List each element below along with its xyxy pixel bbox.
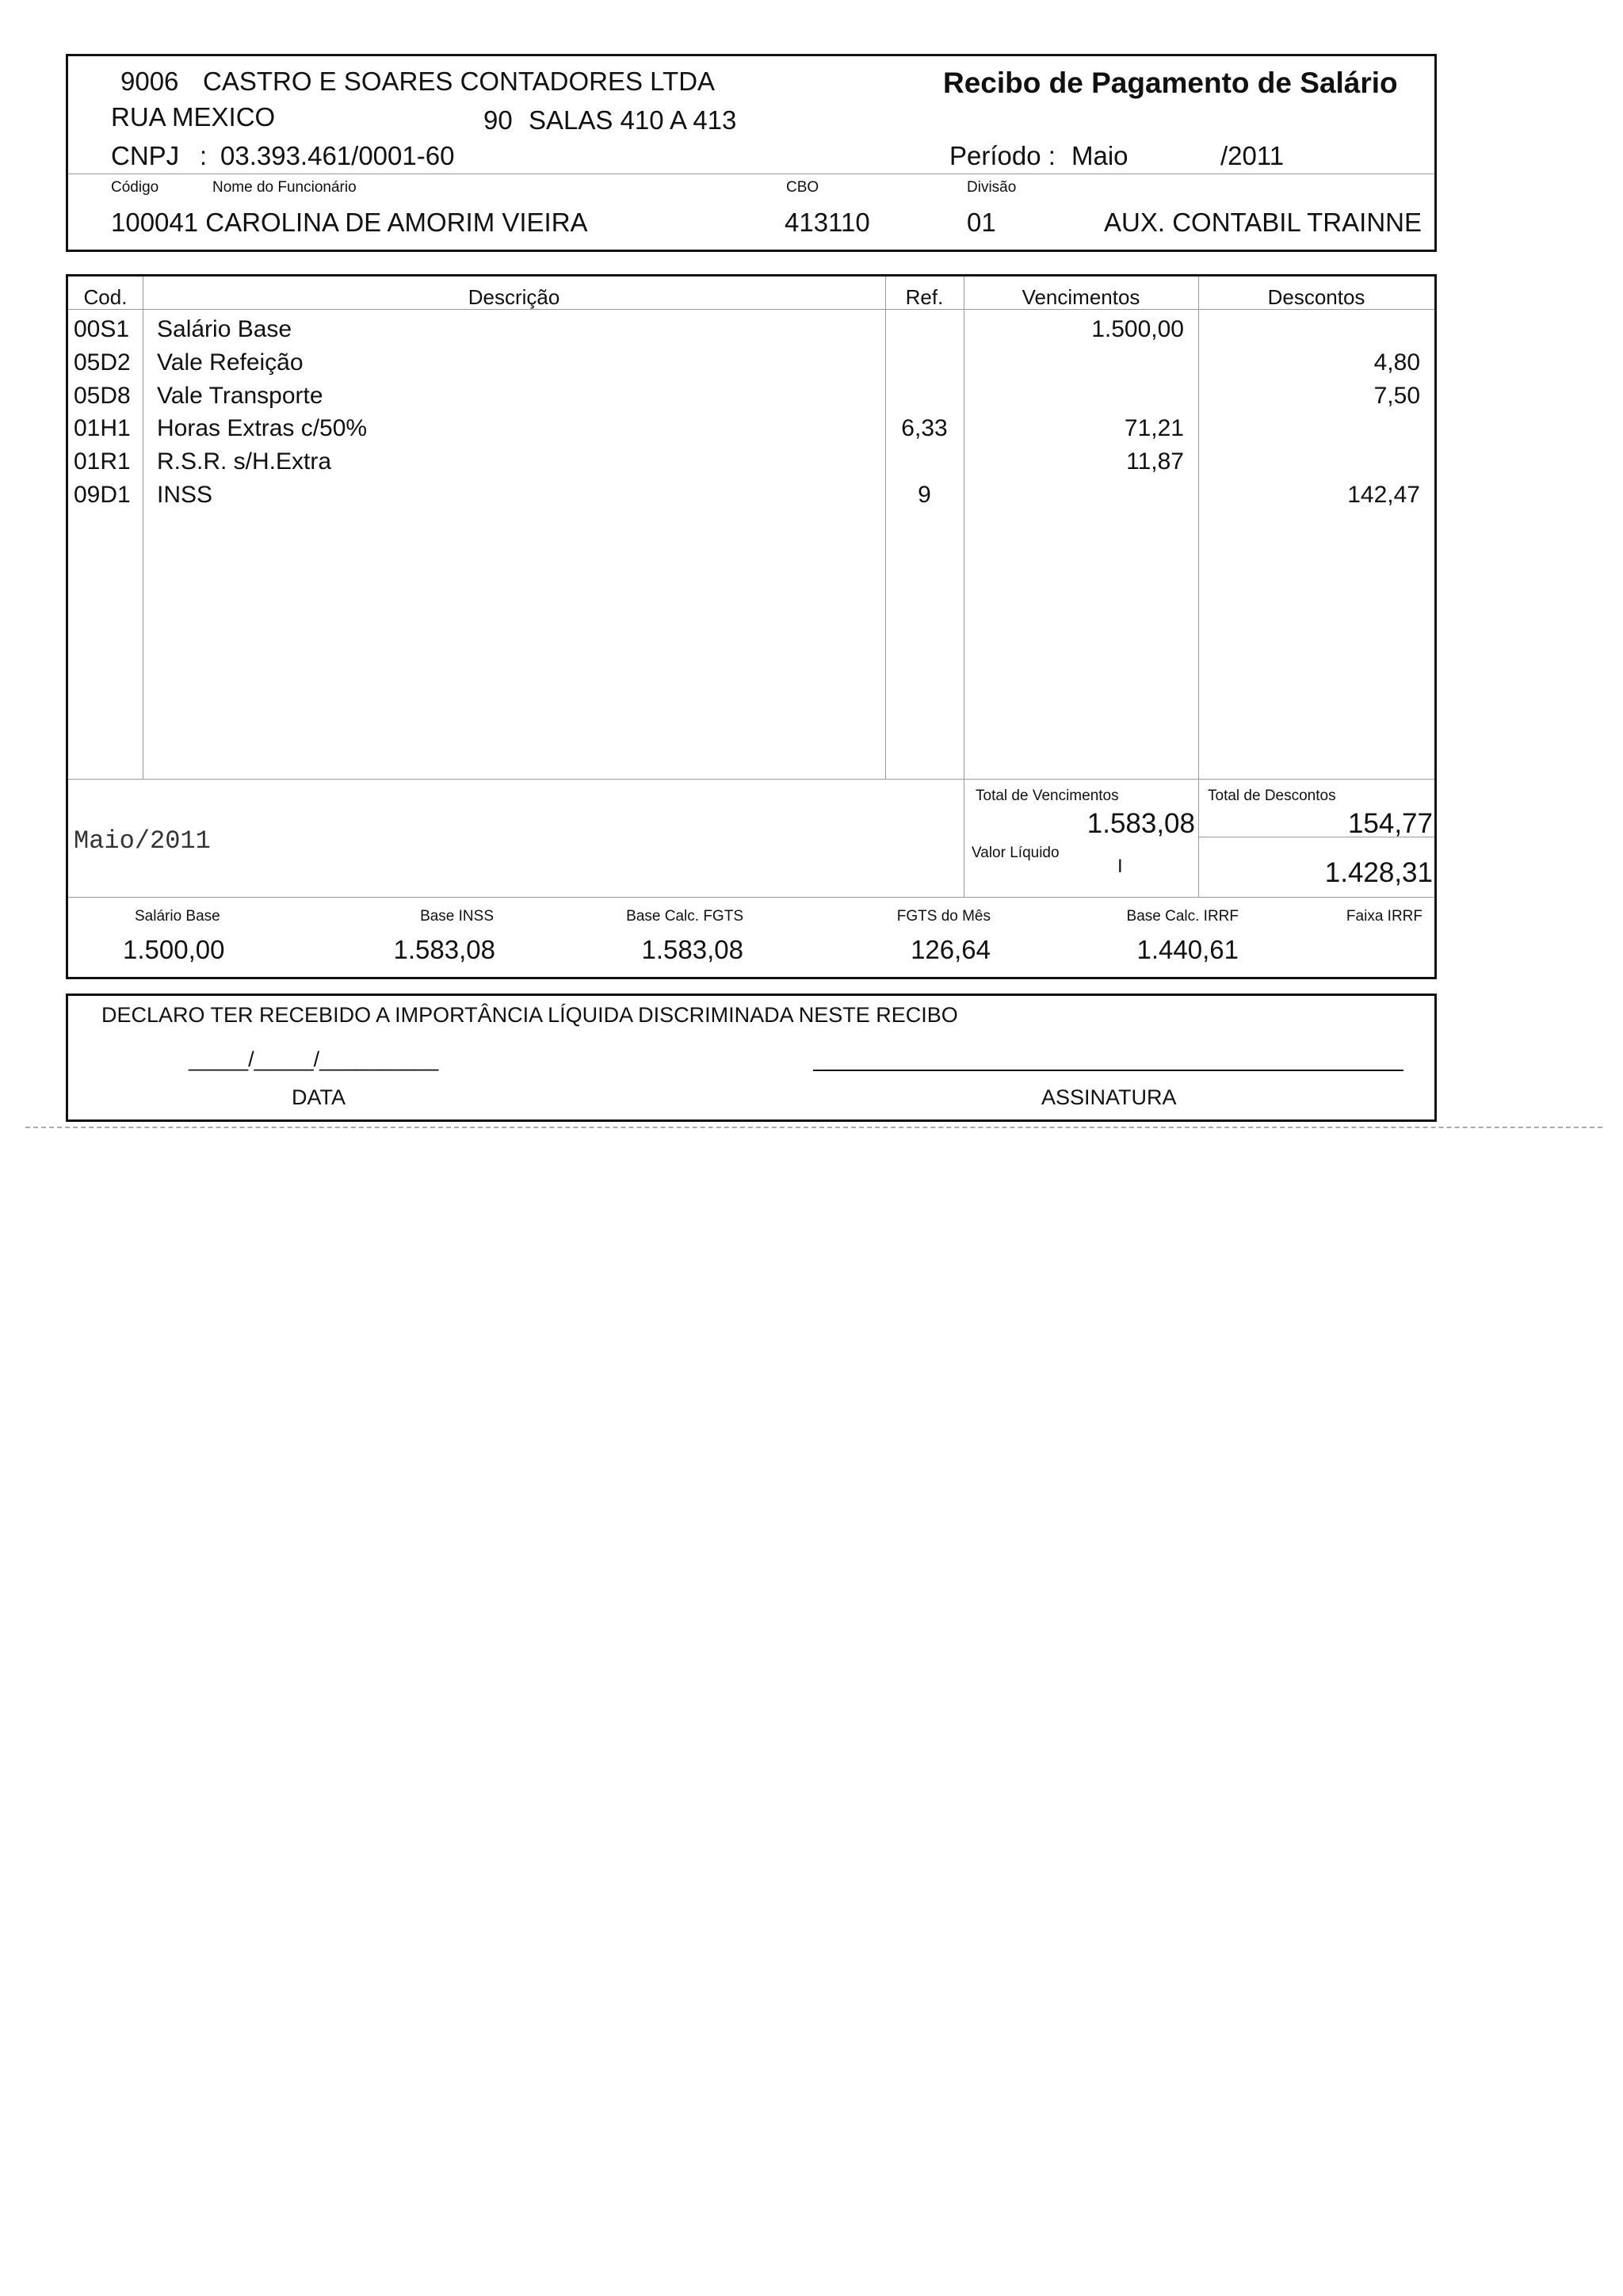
- row-desc: Vale Refeição: [157, 349, 304, 376]
- earnings-table-box: [66, 274, 1437, 979]
- signature-label: ASSINATURA: [1041, 1085, 1177, 1109]
- row-ref: 9: [918, 482, 931, 508]
- row-cod: 00S1: [74, 316, 130, 342]
- valor-liquido-label: Valor Líquido: [972, 845, 1060, 861]
- base-irrf-value: 1.440,61: [1136, 935, 1239, 964]
- row-cod: 01H1: [74, 415, 131, 441]
- row-ref: 6,33: [901, 415, 948, 441]
- company-code: 9006: [120, 67, 179, 96]
- row-cod: 09D1: [74, 482, 131, 508]
- row-cod: 05D2: [74, 349, 131, 376]
- col-line-venc: [1198, 277, 1199, 897]
- row-venc: 71,21: [1124, 415, 1184, 441]
- row-descto: 7,50: [1373, 383, 1420, 409]
- row-venc: 11,87: [1126, 448, 1184, 475]
- row-descto: 142,47: [1347, 482, 1420, 508]
- cnpj-label: CNPJ: [111, 141, 180, 170]
- row-cod: 01R1: [74, 448, 131, 475]
- document-title: Recibo de Pagamento de Salário: [943, 67, 1398, 99]
- signature-line: [813, 1070, 1403, 1071]
- salario-base-label: Salário Base: [135, 908, 220, 925]
- base-fgts-label: Base Calc. FGTS: [626, 908, 743, 925]
- header-vencimentos: Vencimentos: [1022, 285, 1140, 309]
- company-address-complement: SALAS 410 A 413: [529, 105, 737, 135]
- employee-name-label: Nome do Funcionário: [212, 179, 357, 196]
- valor-liquido-marker: I: [1117, 856, 1123, 877]
- bases-divider: [68, 897, 1434, 898]
- row-descto: 4,80: [1373, 349, 1420, 376]
- total-descontos: 154,77: [1347, 808, 1433, 839]
- total-descontos-label: Total de Descontos: [1208, 788, 1336, 804]
- row-desc: INSS: [157, 482, 213, 508]
- base-inss-label: Base INSS: [420, 908, 494, 925]
- row-venc: 1.500,00: [1091, 316, 1184, 342]
- employee-cbo: 413110: [785, 208, 870, 237]
- fgts-mes-value: 126,64: [911, 935, 991, 964]
- employee-role: AUX. CONTABIL TRAINNE: [1104, 208, 1422, 237]
- cut-line: [25, 1127, 1602, 1128]
- base-inss-value: 1.583,08: [393, 935, 495, 964]
- header-descricao: Descrição: [468, 285, 560, 309]
- header-descontos: Descontos: [1267, 285, 1365, 309]
- row-desc: Vale Transporte: [157, 383, 323, 409]
- salario-base-value: 1.500,00: [123, 935, 225, 964]
- base-fgts-value: 1.583,08: [641, 935, 743, 964]
- cnpj-separator: :: [200, 141, 208, 170]
- header-cod: Cod.: [83, 285, 128, 309]
- row-cod: 05D8: [74, 383, 131, 409]
- header-ref: Ref.: [905, 285, 944, 309]
- col-line-desc: [885, 277, 886, 779]
- total-vencimentos: 1.583,08: [1086, 808, 1195, 839]
- division-label: Divisão: [967, 179, 1017, 196]
- faixa-irrf-label: Faixa IRRF: [1346, 908, 1423, 925]
- row-desc: Salário Base: [157, 316, 292, 342]
- fgts-mes-label: FGTS do Mês: [896, 908, 991, 925]
- valor-liquido: 1.428,31: [1324, 857, 1433, 888]
- employee-division: 01: [967, 208, 996, 237]
- period-month: Maio: [1071, 141, 1128, 170]
- cnpj-value: 03.393.461/0001-60: [220, 141, 455, 170]
- cbo-label: CBO: [786, 179, 819, 196]
- base-irrf-label: Base Calc. IRRF: [1126, 908, 1239, 925]
- row-desc: Horas Extras c/50%: [157, 415, 368, 441]
- reference-month: Maio/2011: [74, 826, 211, 856]
- company-street: RUA MEXICO: [111, 102, 276, 132]
- period-year: /2011: [1220, 141, 1285, 170]
- company-address-number: 90: [483, 105, 513, 135]
- total-vencimentos-label: Total de Vencimentos: [976, 788, 1119, 804]
- items-bottom-divider: [68, 779, 1434, 780]
- date-blank: _____/_____/__________: [189, 1047, 439, 1071]
- declaration-text: DECLARO TER RECEBIDO A IMPORTÂNCIA LÍQUIDA DISCRIMINADA NESTE RECIBO: [101, 1003, 958, 1027]
- company-name: CASTRO E SOARES CONTADORES LTDA: [203, 67, 716, 96]
- row-desc: R.S.R. s/H.Extra: [157, 448, 332, 475]
- employee-code-label: Código: [111, 179, 159, 196]
- date-label: DATA: [292, 1085, 346, 1109]
- period-label: Período :: [949, 141, 1056, 170]
- employee-code-name: 100041 CAROLINA DE AMORIM VIEIRA: [111, 208, 588, 237]
